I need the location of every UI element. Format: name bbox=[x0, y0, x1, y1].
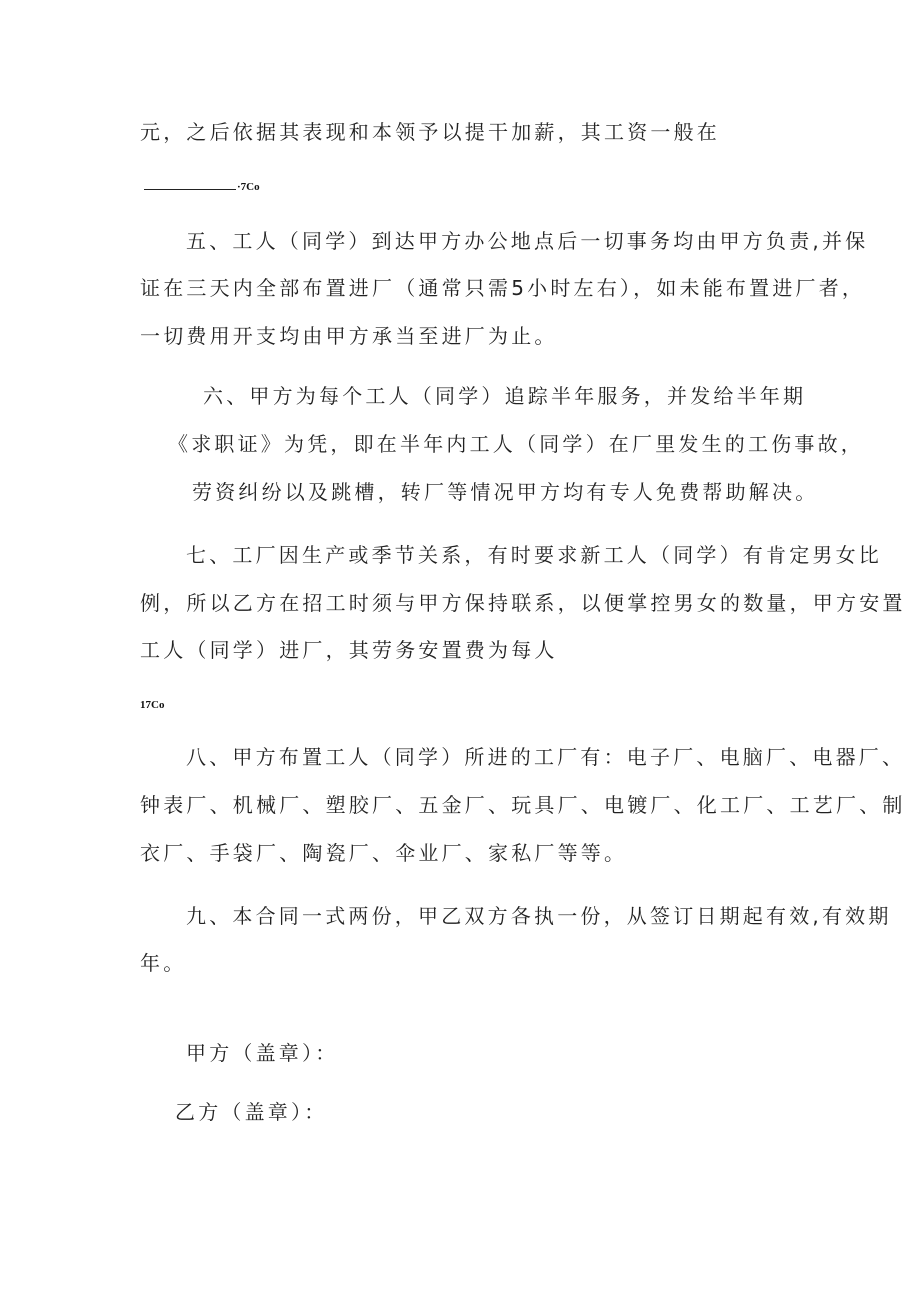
salary-note: ·7Co bbox=[237, 181, 260, 193]
paragraph-5-line-2: 证在三天内全部布置进厂（通常只需5小时左右），如未能布置进厂者， bbox=[140, 276, 866, 300]
fee-note: 17Co bbox=[140, 699, 165, 711]
paragraph-4-tail: 元，之后依据其表现和本领予以提干加薪，其工资一般在 bbox=[140, 120, 720, 144]
paragraph-8-line-3: 衣厂、手袋厂、陶瓷厂、伞业厂、家私厂等等。 bbox=[140, 841, 628, 865]
paragraph-7-line-1: 七、工厂因生产或季节关系，有时要求新工人（同学）有肯定男女比 bbox=[186, 543, 882, 567]
paragraph-8-line-2: 钟表厂、机械厂、塑胶厂、五金厂、玩具厂、电镀厂、化工厂、工艺厂、制 bbox=[140, 793, 906, 817]
paragraph-5-line-3: 一切费用开支均由甲方承当至进厂为止。 bbox=[140, 324, 558, 348]
paragraph-9-line-1: 九、本合同一式两份，甲乙双方各执一份，从签订日期起有效,有效期 bbox=[186, 904, 892, 928]
party-a-seal: 甲方（盖章）： bbox=[186, 1041, 339, 1065]
paragraph-6-line-3: 劳资纠纷以及跳槽，转厂等情况甲方均有专人免费帮助解决。 bbox=[192, 480, 819, 504]
paragraph-8-line-1: 八、甲方布置工人（同学）所进的工厂有：电子厂、电脑厂、电器厂、 bbox=[186, 745, 906, 769]
paragraph-6-line-2: 《求职证》为凭，即在半年内工人（同学）在厂里发生的工伤事故， bbox=[168, 432, 864, 456]
paragraph-9-line-2: 年。 bbox=[140, 951, 187, 975]
party-b-seal: 乙方（盖章）： bbox=[175, 1100, 328, 1124]
paragraph-5-line-1: 五、工人（同学）到达甲方办公地点后一切事务均由甲方负责,并保 bbox=[186, 229, 869, 253]
paragraph-7-line-2: 例，所以乙方在招工时须与甲方保持联系，以便掌控男女的数量，甲方安置 bbox=[140, 591, 906, 615]
paragraph-6-line-1: 六、甲方为每个工人（同学）追踪半年服务，并发给半年期 bbox=[203, 384, 807, 408]
salary-blank-line bbox=[144, 180, 260, 194]
fill-in-blank bbox=[144, 181, 236, 190]
paragraph-7-line-3: 工人（同学）进厂，其劳务安置费为每人 bbox=[140, 638, 558, 662]
